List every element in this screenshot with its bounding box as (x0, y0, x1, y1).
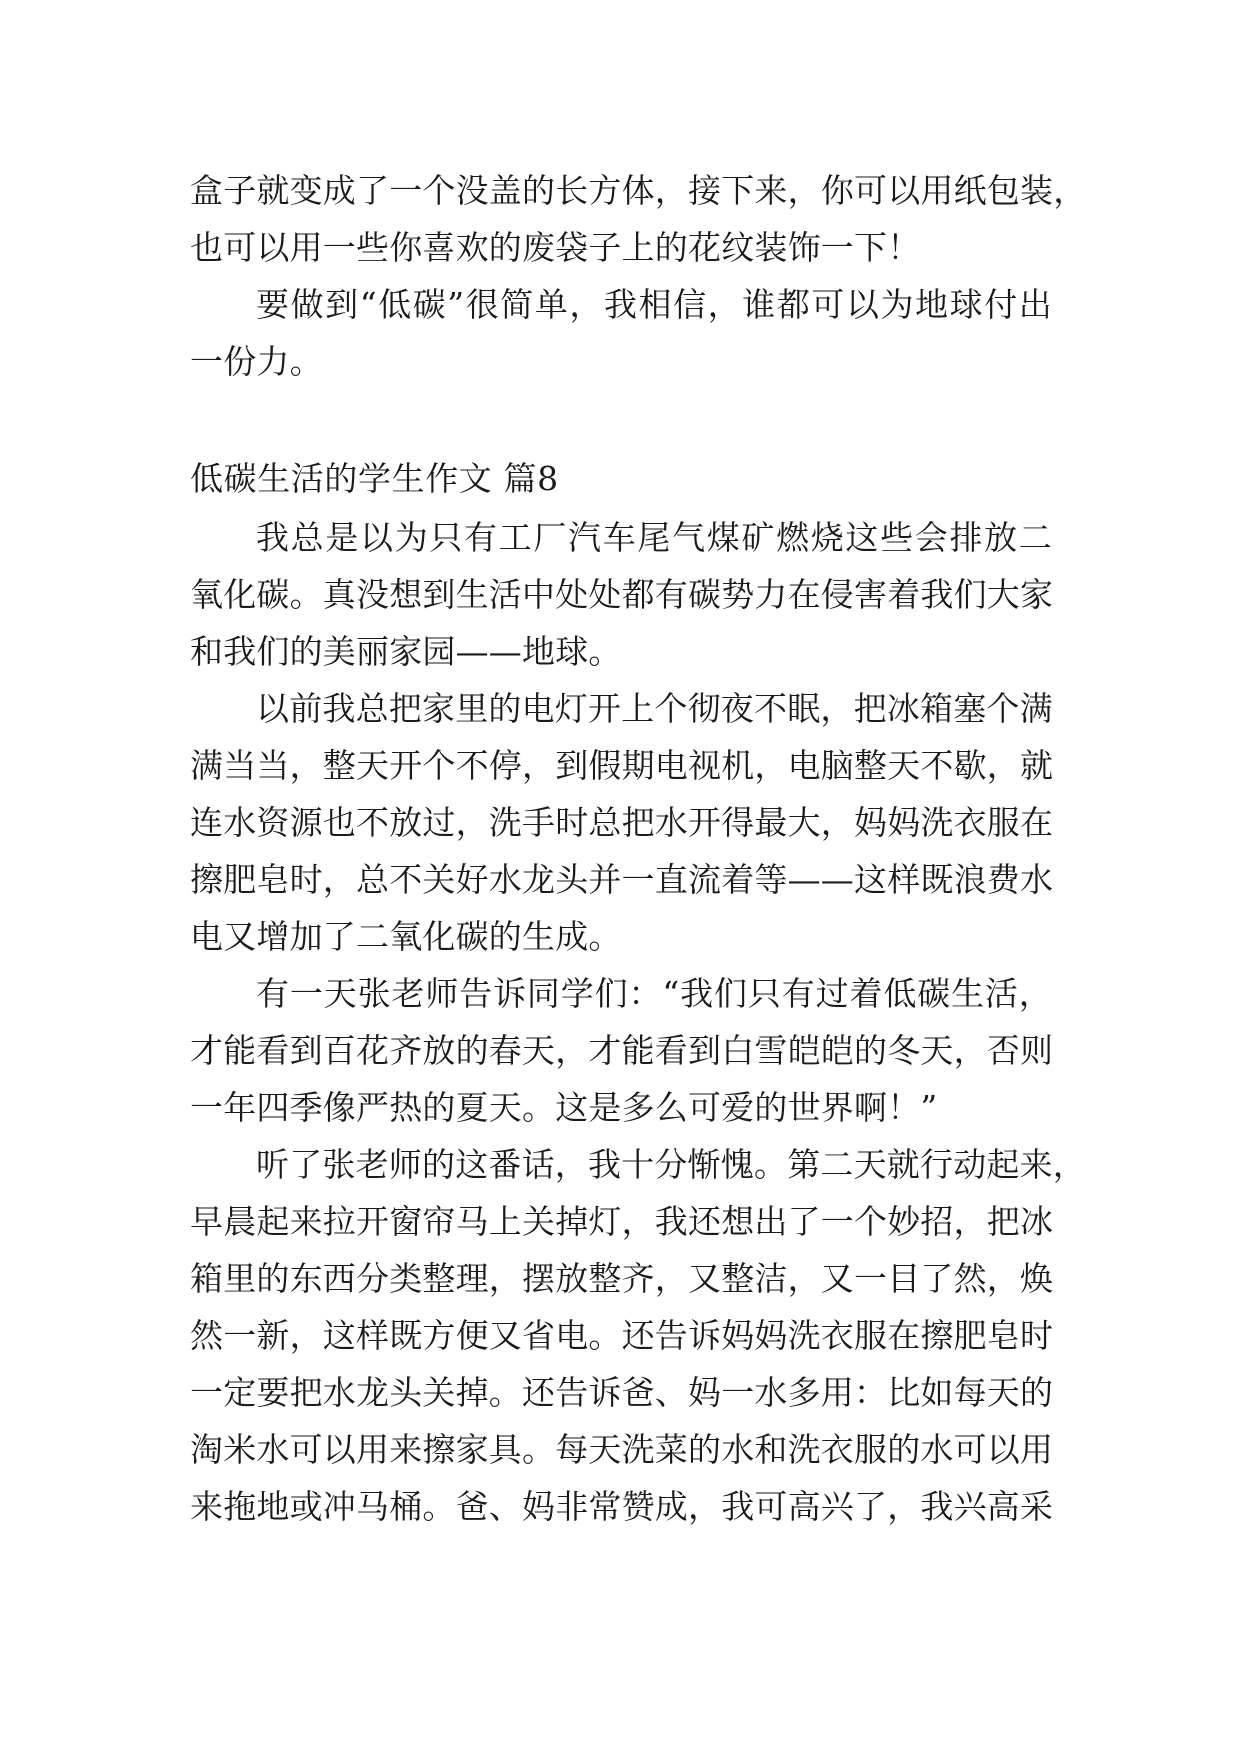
p1-line-2: 氧化碳。真没想到生活中处处都有碳势力在侵害着我们大家 (190, 575, 1054, 614)
p3-line-3: 一年四季像严热的夏天。这是多么可爱的世界啊！” (190, 1088, 938, 1127)
p1-line-1: 我总是以为只有工厂汽车尾气煤矿燃烧这些会排放二 (256, 518, 1052, 557)
body-paragraph-1 (190, 509, 1052, 680)
section-heading: 低碳生活的学生作文 篇8 (190, 459, 559, 498)
p4-line-2: 早晨起来拉开窗帘马上关掉灯，我还想出了一个妙招，把冰 (190, 1202, 1054, 1241)
p3-line-1: 有一天张老师告诉同学们：“我们只有过着低碳生活， (256, 974, 1052, 1013)
p2-line-2: 满当当，整天开个不停，到假期电视机，电脑整天不歇，就 (190, 746, 1054, 785)
p4-line-7: 来拖地或冲马桶。爸、妈非常赞成，我可高兴了，我兴高采 (190, 1487, 1054, 1526)
p4-line-4: 然一新，这样既方便又省电。还告诉妈妈洗衣服在擦肥皂时 (190, 1316, 1054, 1355)
p2-line-3: 连水资源也不放过，洗手时总把水开得最大，妈妈洗衣服在 (190, 803, 1054, 842)
intro-p2-line-1: 要做到“低碳”很简单，我相信，谁都可以为地球付出 (256, 285, 1052, 324)
p2-line-5: 电又增加了二氧化碳的生成。 (190, 917, 622, 956)
intro-paragraph-2 (190, 276, 1052, 390)
p2-line-1: 以前我总把家里的电灯开上个彻夜不眠，把冰箱塞个满 (256, 689, 1053, 728)
p4-line-3: 箱里的东西分类整理，摆放整齐，又整洁，又一目了然，焕 (190, 1259, 1054, 1298)
p4-line-5: 一定要把水龙头关掉。还告诉爸、妈一水多用：比如每天的 (190, 1373, 1054, 1412)
intro-p2-line-2: 一份力。 (190, 342, 323, 381)
intro-paragraph (190, 162, 1087, 276)
body-paragraph-2 (190, 680, 1052, 965)
p4-line-1: 听了张老师的这番话，我十分惭愧。第二天就行动起来， (256, 1145, 1086, 1184)
p4-line-6: 淘米水可以用来擦家具。每天洗菜的水和洗衣服的水可以用 (190, 1430, 1054, 1469)
p2-line-4: 擦肥皂时，总不关好水龙头并一直流着等——这样既浪费水 (190, 860, 1054, 899)
body-paragraph-4 (190, 1136, 1086, 1535)
p1-line-3: 和我们的美丽家园——地球。 (190, 632, 622, 671)
intro-line-2: 也可以用一些你喜欢的废袋子上的花纹装饰一下！ (190, 228, 921, 267)
p3-line-2: 才能看到百花齐放的春天，才能看到白雪皑皑的冬天，否则 (190, 1031, 1054, 1070)
body-paragraph-3 (190, 965, 1052, 1136)
intro-line-1: 盒子就变成了一个没盖的长方体，接下来，你可以用纸包装， (190, 171, 1087, 210)
